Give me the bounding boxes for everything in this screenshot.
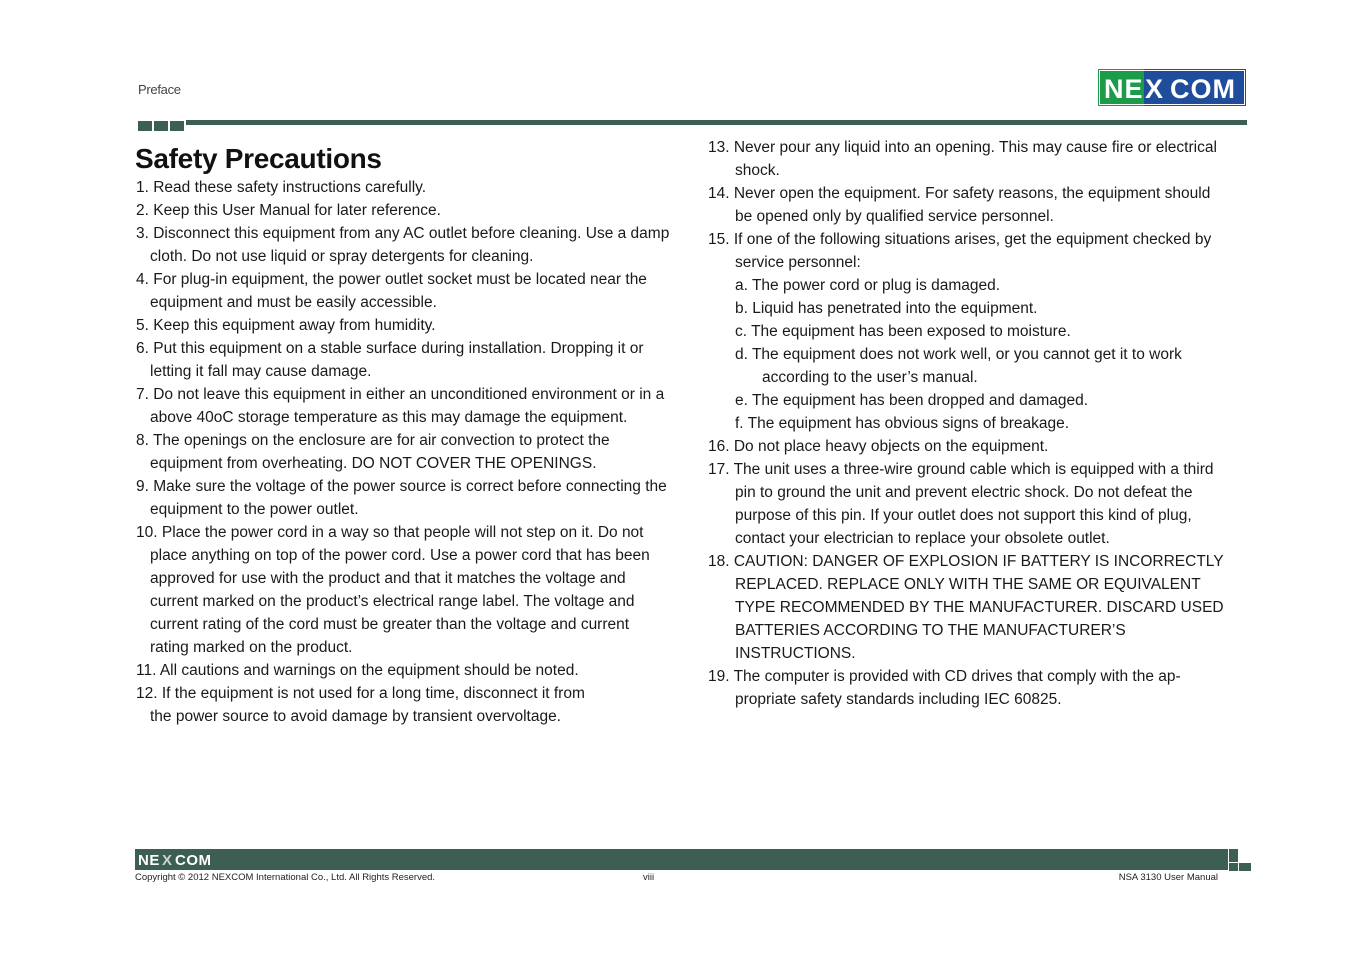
list-item: 5. Keep this equipment away from humidity.	[136, 317, 436, 334]
header-squares	[138, 121, 184, 131]
section-label: Preface	[138, 82, 181, 97]
sub-list-item: a. The power cord or plug is damaged.	[735, 277, 1001, 294]
header-rule	[186, 120, 1247, 125]
sub-list-item: c. The equipment has been exposed to moisture.	[735, 323, 1071, 340]
svg-text:NE: NE	[138, 852, 160, 868]
list-item: 9. Make sure the voltage of the power source is correct before connecting the equipment to the power outlet.	[136, 478, 667, 518]
list-item: 17. The unit uses a three-wire ground cable which is equipped with a third pin to ground the unit and prevent electric shock. Do not defeat the purpose of this pin. If your outlet does not support this kind of plug, contact your electrician to replace your obsolete outlet.	[708, 461, 1214, 547]
footer-nexcom-logo	[138, 851, 218, 868]
safety-list-right	[708, 136, 1228, 711]
list-item: 11. All cautions and warnings on the equipment should be noted.	[136, 662, 579, 679]
list-item: 3. Disconnect this equipment from any AC outlet before cleaning. Use a damp cloth. Do not use liquid or spray detergents for cleaning.	[136, 225, 670, 265]
list-item: 10. Place the power cord in a way so that people will not step on it. Do not place anything on top of the power cord. Use a power cord that has been approved for use with the product and that it matches the voltage and current marked on the product’s electrical range label. The voltage and current rating of the cord must be greater than the voltage and current rating marked on the product.	[136, 524, 650, 656]
sub-list-item: e. The equipment has been dropped and damaged.	[735, 392, 1089, 409]
svg-text:COM: COM	[1170, 74, 1236, 104]
list-item: 14. Never open the equipment. For safety reasons, the equipment should be opened only by qualified service personnel.	[708, 185, 1211, 225]
list-item: 6. Put this equipment on a stable surface during installation. Dropping it or letting it fall may cause damage.	[136, 340, 644, 380]
manual-name: NSA 3130 User Manual	[1118, 872, 1218, 883]
list-item: 1. Read these safety instructions carefully.	[136, 179, 427, 196]
svg-text:X: X	[1145, 74, 1165, 104]
list-item: 12. If the equipment is not used for a long time, disconnect it from the power source to avoid damage by transient overvoltage.	[136, 685, 585, 725]
footer-squares	[1229, 849, 1251, 871]
list-item: 2. Keep this User Manual for later reference.	[136, 202, 441, 219]
sub-list-item: f. The equipment has obvious signs of breakage.	[735, 415, 1070, 432]
page-title: Safety Precautions	[135, 143, 382, 174]
list-item: 8. The openings on the enclosure are for air convection to protect the equipment from overheating. DO NOT COVER THE OPENINGS.	[136, 432, 610, 472]
list-item: 13. Never pour any liquid into an opening. This may cause fire or electrical shock.	[708, 139, 1217, 179]
page-number: viii	[643, 872, 655, 883]
safety-list-left	[136, 176, 672, 728]
svg-text:COM: COM	[175, 852, 212, 868]
copyright-text: Copyright © 2012 NEXCOM International Co., Ltd. All Rights Reserved.	[135, 872, 436, 883]
sub-list-item: d. The equipment does not work well, or you cannot get it to work according to the user’s manual.	[735, 346, 1182, 386]
nexcom-logo	[1098, 69, 1246, 106]
list-item: 15. If one of the following situations arises, get the equipment checked by service personnel:	[708, 231, 1212, 271]
list-item: 7. Do not leave this equipment in either an unconditioned environment or in a above 40oC storage temperature as this may damage the equipment.	[136, 386, 665, 426]
list-item: 16. Do not place heavy objects on the equipment.	[708, 438, 1049, 455]
svg-text:X: X	[162, 852, 173, 868]
svg-text:NE: NE	[1104, 74, 1144, 104]
sub-list-item: b. Liquid has penetrated into the equipment.	[735, 300, 1038, 317]
list-item: 4. For plug-in equipment, the power outlet socket must be located near the equipment and must be easily accessible.	[136, 271, 647, 311]
list-item: 18. CAUTION: DANGER OF EXPLOSION IF BATTERY IS INCORRECTLY REPLACED. REPLACE ONLY WITH THE SAME OR EQUIVALENT TYPE RECOMMENDED BY THE MANUFACTURER. DISCARD USED BATTERIES ACCORDING TO THE MANUFACTURER’S INSTRUCTIONS.	[708, 553, 1224, 662]
footer-bar	[135, 849, 1228, 870]
list-item: 19. The computer is provided with CD drives that comply with the ap-propriate safety standards including IEC 60825.	[708, 668, 1181, 708]
